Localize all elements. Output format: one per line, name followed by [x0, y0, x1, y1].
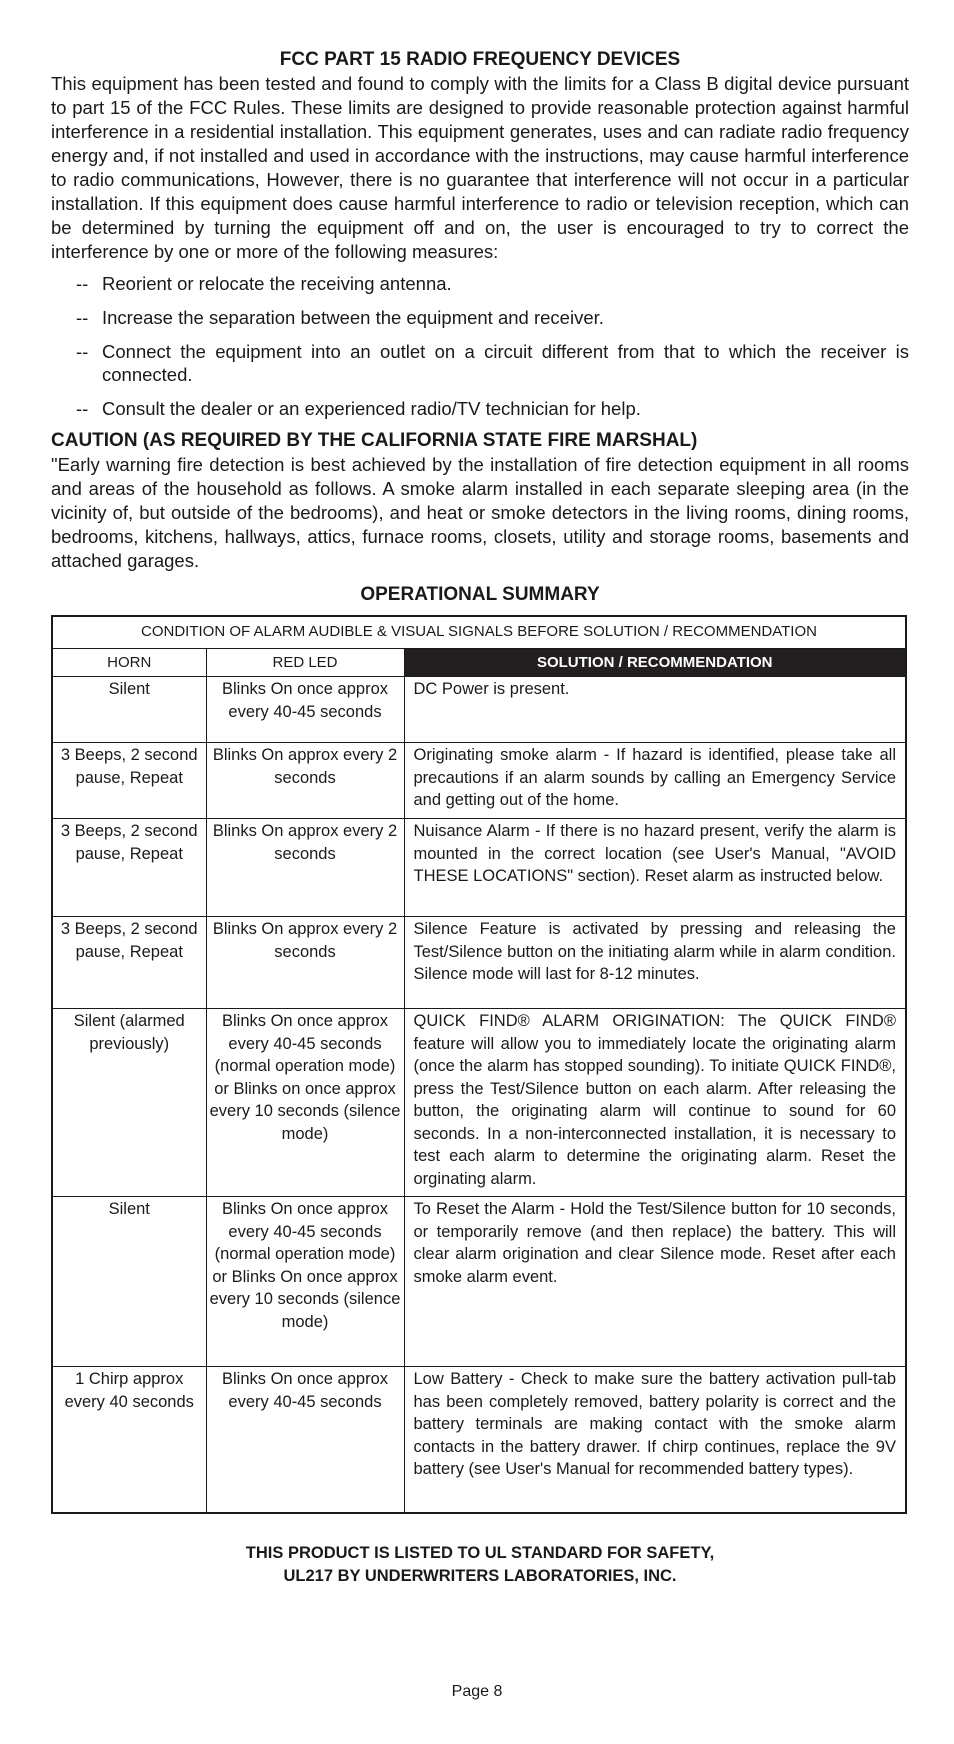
ul-listing-notice — [51, 1542, 909, 1588]
solution-cell: Nuisance Alarm - If there is no hazard present, verify the alarm is mounted in the correct location (see User's Manual, "AVOID THESE LOCATIONS" section). Reset alarm as instructed below. — [404, 819, 906, 917]
table-row — [52, 1009, 906, 1197]
list-item — [51, 340, 909, 386]
horn-cell: Silent — [52, 1197, 206, 1367]
horn-cell: Silent (alarmed previously) — [52, 1009, 206, 1197]
page-number: Page 8 — [451, 1683, 503, 1700]
measure-text: Reorient or relocate the receiving antenna. — [102, 273, 452, 294]
led-cell: Blinks On once approx every 40-45 seconds (normal operation mode) or Blinks On once approx every 10 seconds (silence mode) — [206, 1197, 404, 1367]
fcc-body: This equipment has been tested and found to comply with the limits for a Class B digital device pursuant to part 15 of the FCC Rules. These limits are designed to provide reasonable protection against harmful interference in a residential installation. This equipment generates, uses and can radiate radio frequency energy and, if not installed and used in accordance with the instructions, may cause harmful interference to radio communications, However, there is no guarantee that interference will not occur in a particular installation. If this equipment does cause harmful interference to radio or television reception, which can be determined by turning the equipment off and on, the user is encouraged to try to correct the interference by one or more of the following measures: — [51, 73, 909, 262]
bullet-dash: -- — [76, 307, 89, 328]
operational-summary-table — [51, 615, 907, 1514]
list-item — [51, 272, 909, 295]
list-item — [51, 306, 909, 329]
led-cell: Blinks On approx every 2 seconds — [206, 743, 404, 819]
measure-text: Connect the equipment into an outlet on a circuit different from that to which the receiver is connected. — [102, 341, 909, 385]
led-cell: Blinks On once approx every 40-45 seconds (normal operation mode) or Blinks on once approx every 10 seconds (silence mode) — [206, 1009, 404, 1197]
solution-cell: QUICK FIND® ALARM ORIGINATION: The QUICK FIND® feature will allow you to immediately locate the originating alarm (once the alarm has stopped sounding). To initiate QUICK FIND®, press the Test/Silence button on each alarm. After releasing the button, the originating alarm will continue to sound for 60 seconds. In a non-interconnected installation, it is necessary to test each alarm to determine the originating alarm. Reset the orginating alarm. — [404, 1009, 906, 1197]
solution-cell: To Reset the Alarm - Hold the Test/Silence button for 10 seconds, or temporarily remove (and then replace) the battery. This will clear alarm origination and clear Silence mode. Reset after each smoke alarm event. — [404, 1197, 906, 1367]
measures-list — [51, 272, 909, 420]
table-row — [52, 677, 906, 743]
table-row — [52, 1367, 906, 1513]
led-cell: Blinks On approx every 2 seconds — [206, 819, 404, 917]
list-item — [51, 397, 909, 420]
condition-header: CONDITION OF ALARM AUDIBLE & VISUAL SIGNALS BEFORE SOLUTION / RECOMMENDATION — [52, 616, 906, 648]
caution-title: CAUTION (AS REQUIRED BY THE CALIFORNIA STATE FIRE MARSHAL) — [51, 430, 698, 451]
led-cell: Blinks On approx every 2 seconds — [206, 917, 404, 1009]
bullet-dash: -- — [76, 273, 89, 294]
bullet-dash: -- — [76, 341, 89, 362]
ul-notice-line-2: UL217 BY UNDERWRITERS LABORATORIES, INC. — [283, 1566, 677, 1585]
solution-cell: DC Power is present. — [404, 677, 906, 743]
table-row — [52, 1197, 906, 1367]
fcc-title: FCC PART 15 RADIO FREQUENCY DEVICES — [279, 49, 681, 70]
solution-cell: Silence Feature is activated by pressing and releasing the Test/Silence button on the initiating alarm while in alarm condition. Silence mode will last for 8-12 minutes. — [404, 917, 906, 1009]
solution-cell: Low Battery - Check to make sure the battery activation pull-tab has been completely removed, battery polarity is correct and the battery terminals are making contact with the smoke alarm contacts in the battery drawer. If chirp continues, replace the 9V battery (see User's Manual for recommended battery types). — [404, 1367, 906, 1513]
solution-column-header: SOLUTION / RECOMMENDATION — [404, 648, 906, 677]
caution-body: "Early warning fire detection is best achieved by the installation of fire detection equipment in all rooms and areas of the household as follows. A smoke alarm installed in each separate sleeping area (in the vicinity of, but outside of the bedrooms), and heat or smoke detectors in the living rooms, dining rooms, bedrooms, kitchens, hallways, attics, furnace rooms, closets, utility and storage rooms, basements and attached garages. — [51, 454, 909, 571]
table-row — [52, 819, 906, 917]
document-page — [51, 48, 909, 1588]
led-column-header: RED LED — [206, 648, 404, 677]
horn-column-header: HORN — [52, 648, 206, 677]
measure-text: Consult the dealer or an experienced radio/TV technician for help. — [102, 398, 641, 419]
summary-title: OPERATIONAL SUMMARY — [360, 584, 600, 605]
horn-cell: 3 Beeps, 2 second pause, Repeat — [52, 819, 206, 917]
led-cell: Blinks On once approx every 40-45 seconds — [206, 677, 404, 743]
horn-cell: 3 Beeps, 2 second pause, Repeat — [52, 917, 206, 1009]
measure-text: Increase the separation between the equipment and receiver. — [102, 307, 604, 328]
horn-cell: Silent — [52, 677, 206, 743]
table-row — [52, 917, 906, 1009]
horn-cell: 3 Beeps, 2 second pause, Repeat — [52, 743, 206, 819]
table-row — [52, 743, 906, 819]
horn-cell: 1 Chirp approx every 40 seconds — [52, 1367, 206, 1513]
bullet-dash: -- — [76, 398, 89, 419]
solution-cell: Originating smoke alarm - If hazard is identified, please take all precautions if an alarm sounds by calling an Emergency Service and getting out of the home. — [404, 743, 906, 819]
led-cell: Blinks On once approx every 40-45 seconds — [206, 1367, 404, 1513]
ul-notice-line-1: THIS PRODUCT IS LISTED TO UL STANDARD FOR SAFETY, — [245, 1543, 715, 1562]
